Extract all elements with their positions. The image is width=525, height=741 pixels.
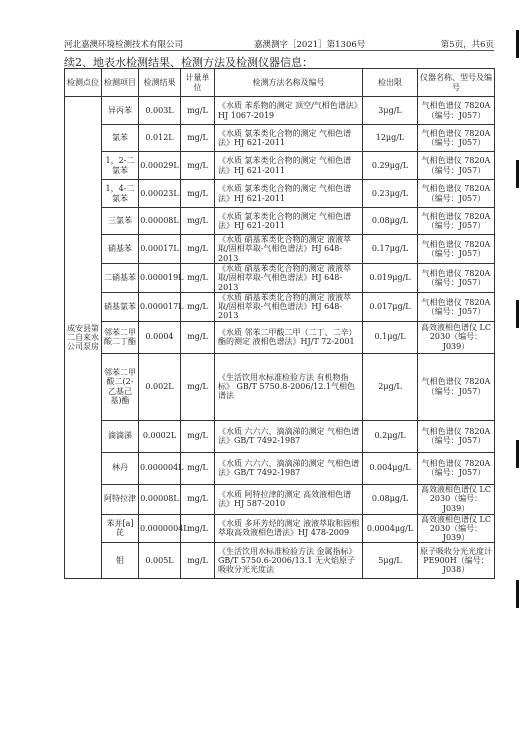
limit-cell: 0.08μg/L xyxy=(363,208,418,235)
unit-cell: mg/L xyxy=(181,321,215,353)
limit-cell: 0.08μg/L xyxy=(363,484,418,514)
result-cell: 0.00008L xyxy=(139,208,181,235)
page-header xyxy=(64,36,494,51)
result-cell: 0.00017L xyxy=(139,235,181,264)
limit-cell: 5μg/L xyxy=(363,543,418,579)
item-cell: 硝基氯苯 xyxy=(102,293,139,322)
method-cell: 《水质 六六六、滴滴涕的测定 气相色谱法》GB/T 7492-1987 xyxy=(215,452,363,484)
method-cell: 《水质 苯系物的测定 顶空/气相色谱法》HJ 1067-2019 xyxy=(215,97,363,125)
unit-cell: mg/L xyxy=(181,452,215,484)
item-cell: 林丹 xyxy=(102,452,139,484)
item-cell: 1，4-二氯苯 xyxy=(102,180,139,208)
instrument-cell: 气相色谱仪 7820A（编号：J057） xyxy=(418,235,495,264)
table-row xyxy=(65,180,495,208)
method-cell: 《水质 氯苯类化合物的测定 气相色谱法》HJ 621-2011 xyxy=(215,125,363,152)
item-cell: 硝基苯 xyxy=(102,235,139,264)
table-row xyxy=(65,452,495,484)
table-row xyxy=(65,321,495,353)
method-cell: 《生活饮用水标准检验方法 金属指标》 GB/T 5750.6-2006/13.1 无火焰原子吸收分光光度法 xyxy=(215,543,363,579)
instrument-cell: 气相色谱仪 7820A（编号：J057） xyxy=(418,180,495,208)
table-row xyxy=(65,97,495,125)
instrument-cell: 气相色谱仪 7820A（编号：J057） xyxy=(418,264,495,293)
limit-cell: 0.1μg/L xyxy=(363,321,418,353)
method-cell: 《水质 多环芳烃的测定 液液萃取和固相萃取高效液相色谱法》HJ 478-2009 xyxy=(215,514,363,543)
item-cell: 苯并[a]芘 xyxy=(102,514,139,543)
binding-edge-mark xyxy=(516,440,519,468)
results-table xyxy=(64,68,495,579)
limit-cell: 0.004μg/L xyxy=(363,452,418,484)
unit-cell: mg/L xyxy=(181,235,215,264)
limit-cell: 0.2μg/L xyxy=(363,420,418,452)
item-cell: 邻苯二甲酸二(2-乙基己基)酯 xyxy=(102,353,139,420)
instrument-cell: 气相色谱仪 7820A（编号：J057） xyxy=(418,125,495,152)
result-cell: 0.0004 xyxy=(139,321,181,353)
header-method: 检测方法名称及编号 xyxy=(215,69,363,97)
report-number: 嘉澳测字［2021］第1306号 xyxy=(254,40,366,50)
instrument-cell: 气相色谱仪 7820A（编号：J057） xyxy=(418,208,495,235)
binding-edge-mark xyxy=(516,300,519,328)
limit-cell: 0.29μg/L xyxy=(363,152,418,180)
limit-cell: 0.0004μg/L xyxy=(363,514,418,543)
item-cell: 异丙苯 xyxy=(102,97,139,125)
method-cell: 《水质 氯苯类化合物的测定 气相色谱法》HJ 621-2011 xyxy=(215,152,363,180)
section-title: 续2、地表水检测结果、检测方法及检测仪器信息： xyxy=(64,56,313,69)
binding-edge-mark xyxy=(516,160,519,188)
instrument-cell: 气相色谱仪 7820A（编号：J057） xyxy=(418,97,495,125)
instrument-cell: 高效液相色谱仪 LC 2030（编号：J039） xyxy=(418,484,495,514)
header-location: 检测点位 xyxy=(65,69,102,97)
header-instrument: 仪器名称、型号及编号 xyxy=(418,69,495,97)
limit-cell: 0.019μg/L xyxy=(363,264,418,293)
instrument-cell: 原子吸收分光光度计 PE900H（编号：J038） xyxy=(418,543,495,579)
table-row xyxy=(65,293,495,322)
result-cell: 0.012L xyxy=(139,125,181,152)
unit-cell: mg/L xyxy=(181,353,215,420)
limit-cell: 3μg/L xyxy=(363,97,418,125)
limit-cell: 12μg/L xyxy=(363,125,418,152)
unit-cell: mg/L xyxy=(181,514,215,543)
limit-cell: 0.17μg/L xyxy=(363,235,418,264)
table-row xyxy=(65,543,495,579)
result-cell: 0.000019L xyxy=(139,264,181,293)
limit-cell: 2μg/L xyxy=(363,353,418,420)
location-cell: 成安县第二自来水公司泵房 xyxy=(65,97,102,579)
method-cell: 《生活饮用水标准检验方法 有机物指标》 GB/T 5750.8-2006/12.1气相色谱法 xyxy=(215,353,363,420)
method-cell: 《水质 硝基苯类化合物的测定 液液萃取/固相萃取-气相色谱法》HJ 648-2013 xyxy=(215,264,363,293)
instrument-cell: 气相色谱仪 7820A（编号：J057） xyxy=(418,353,495,420)
unit-cell: mg/L xyxy=(181,125,215,152)
limit-cell: 0.23μg/L xyxy=(363,180,418,208)
limit-cell: 0.017μg/L xyxy=(363,293,418,322)
header-unit: 计量单位 xyxy=(181,69,215,97)
binding-edge-mark xyxy=(516,580,519,608)
result-cell: 0.00008L xyxy=(139,484,181,514)
instrument-cell: 气相色谱仪 7820A（编号：J057） xyxy=(418,452,495,484)
table-row xyxy=(65,484,495,514)
method-cell: 《水质 氯苯类化合物的测定 气相色谱法》HJ 621-2011 xyxy=(215,208,363,235)
result-cell: 0.003L xyxy=(139,97,181,125)
item-cell: 钼 xyxy=(102,543,139,579)
item-cell: 1，2-二氯苯 xyxy=(102,152,139,180)
result-cell: 0.00029L xyxy=(139,152,181,180)
header-result: 检测结果 xyxy=(139,69,181,97)
table-row xyxy=(65,125,495,152)
table-row xyxy=(65,152,495,180)
result-cell: 0.00023L xyxy=(139,180,181,208)
result-cell: 0.0002L xyxy=(139,420,181,452)
table-row xyxy=(65,353,495,420)
result-cell: 0.000004L xyxy=(139,452,181,484)
header-item: 检测项目 xyxy=(102,69,139,97)
method-cell: 《水质 邻苯二甲酸二甲（二丁、二辛）酯的测定 液相色谱法》HJ/T 72-2001 xyxy=(215,321,363,353)
item-cell: 二硝基苯 xyxy=(102,264,139,293)
result-cell: 0.002L xyxy=(139,353,181,420)
result-cell: 0.005L xyxy=(139,543,181,579)
result-cell: 0.000017L xyxy=(139,293,181,322)
table-row xyxy=(65,235,495,264)
method-cell: 《水质 六六六、滴滴涕的测定 气相色谱法》GB/T 7492-1987 xyxy=(215,420,363,452)
binding-edge-mark xyxy=(516,30,519,58)
company-name: 河北嘉澳环境检测技术有限公司 xyxy=(64,40,184,50)
table-row xyxy=(65,208,495,235)
instrument-cell: 气相色谱仪 7820A（编号：J057） xyxy=(418,293,495,322)
table-header-row xyxy=(65,69,495,97)
unit-cell: mg/L xyxy=(181,264,215,293)
instrument-cell: 气相色谱仪 7820A（编号：J057） xyxy=(418,152,495,180)
unit-cell: mg/L xyxy=(181,180,215,208)
unit-cell: mg/L xyxy=(181,420,215,452)
item-cell: 阿特拉津 xyxy=(102,484,139,514)
table-row xyxy=(65,514,495,543)
unit-cell: mg/L xyxy=(181,97,215,125)
method-cell: 《水质 氯苯类化合物的测定 气相色谱法》HJ 621-2011 xyxy=(215,180,363,208)
unit-cell: mg/L xyxy=(181,208,215,235)
method-cell: 《水质 阿特拉津的测定 高效液相色谱法》HJ 587-2010 xyxy=(215,484,363,514)
header-limit: 检出限 xyxy=(363,69,418,97)
item-cell: 氯苯 xyxy=(102,125,139,152)
table-row xyxy=(65,264,495,293)
page-number: 第5页，共6页 xyxy=(440,40,494,50)
method-cell: 《水质 硝基苯类化合物的测定 液液萃取/固相萃取-气相色谱法》HJ 648-2013 xyxy=(215,293,363,322)
unit-cell: mg/L xyxy=(181,152,215,180)
item-cell: 三氯苯 xyxy=(102,208,139,235)
instrument-cell: 气相色谱仪 7820A（编号：J057） xyxy=(418,420,495,452)
result-cell: 0.0000004L xyxy=(139,514,181,543)
instrument-cell: 高效液相色谱仪 LC 2030（编号：J039） xyxy=(418,514,495,543)
item-cell: 滴滴涕 xyxy=(102,420,139,452)
unit-cell: mg/L xyxy=(181,543,215,579)
item-cell: 邻苯二甲酸二丁酯 xyxy=(102,321,139,353)
instrument-cell: 高效液相色谱仪 LC 2030（编号：J039） xyxy=(418,321,495,353)
unit-cell: mg/L xyxy=(181,484,215,514)
method-cell: 《水质 硝基苯类化合物的测定 液液萃取/固相萃取-气相色谱法》HJ 648-2013 xyxy=(215,235,363,264)
unit-cell: mg/L xyxy=(181,293,215,322)
table-row xyxy=(65,420,495,452)
